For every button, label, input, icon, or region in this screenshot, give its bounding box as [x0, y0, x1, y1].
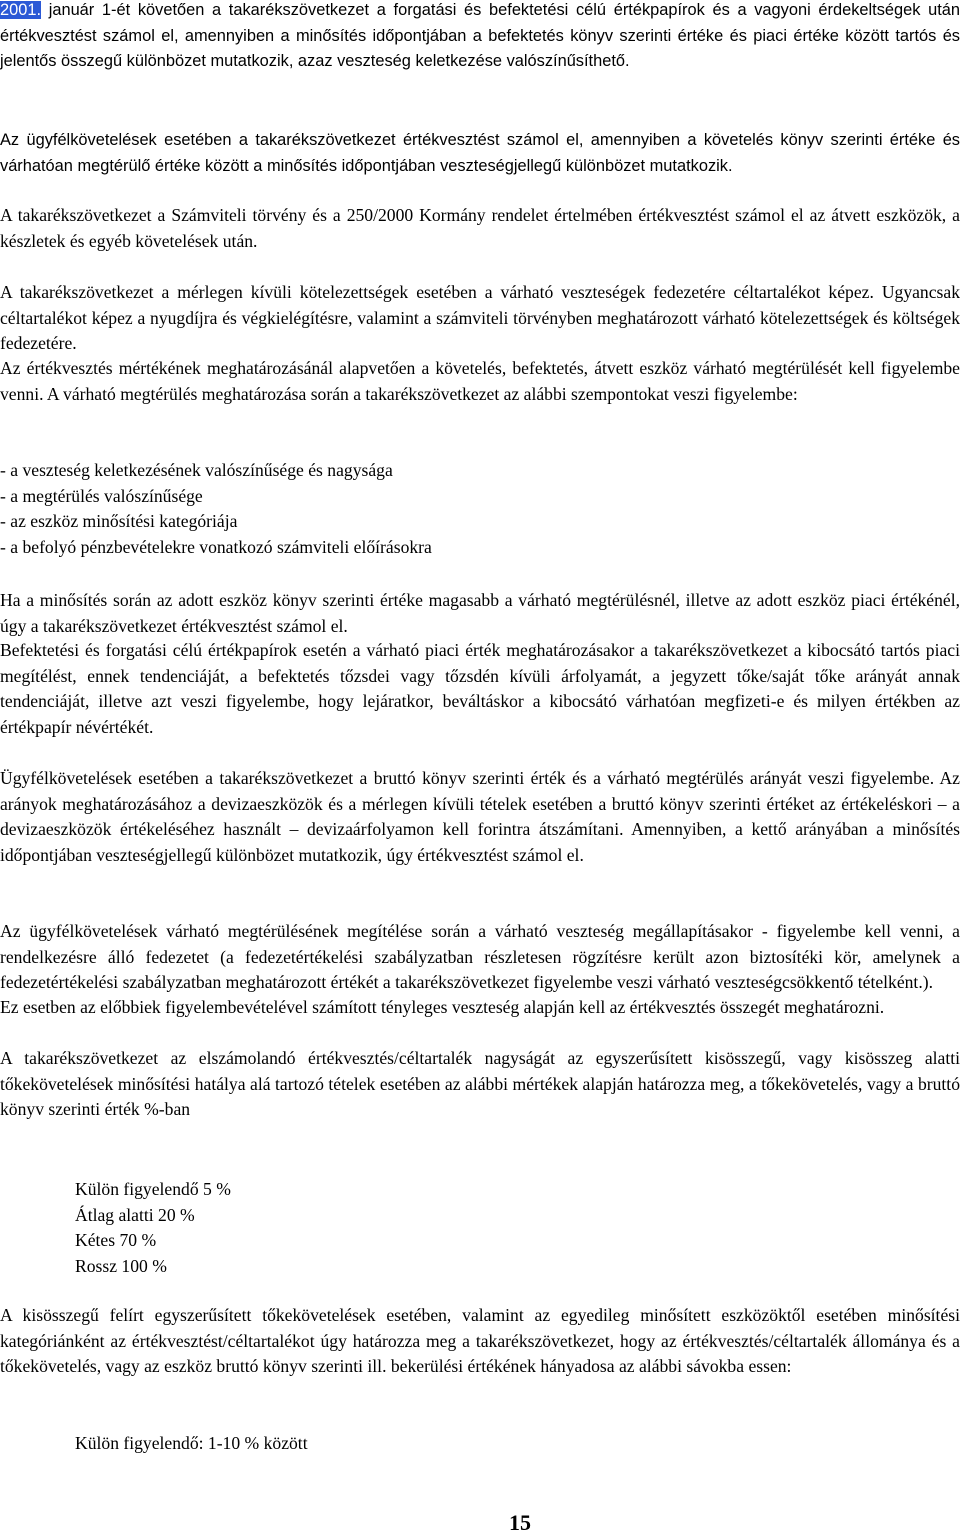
- paragraph-1: [0, 0, 960, 75]
- paragraph-6: Ha a minősítés során az adott eszköz könyv szerinti értéke magasabb a várható megtérülésnél, illetve az adott eszköz piaci értékénél, úgy a takarékszövetkezet értékvesztést számol el.: [0, 590, 960, 636]
- band-text: Külön figyelendő: 1-10 % között: [75, 1433, 308, 1453]
- paragraph-4: A takarékszövetkezet a mérlegen kívüli kötelezettségek esetében a várható veszteségek fedezetére céltartalékot képez. Ugyancsak céltartalékot képez a nyugdíjra és végkielégítésre, valamint a számviteli törvényben meghatározott várható kötelezettségek és költségek fedezetére.: [0, 282, 960, 353]
- band-line: [75, 1431, 308, 1457]
- selected-text-year: 2001.: [0, 1, 42, 19]
- paragraph-9: Az ügyfélkövetelések várható megtérülésének megítélése során a várható veszteség megállapításakor - figyelembe kell venni, a rendelkezésre álló fedezetet (a fedezetértékelési szabályzatban részletesen rögzítésre került azon biztosítéki kör, amelynek a fedezetértékelési szabályzatban meghatározott értékét a takarékszövetkezet figyelembe veszi várható veszteségcsökkentő tételként.).: [0, 921, 960, 992]
- page-number: 15: [509, 1510, 531, 1535]
- list-item: - az eszköz minősítési kategóriája: [0, 511, 238, 531]
- paragraph-2: Az ügyfélkövetelések esetében a takarékszövetkezet értékvesztést számol el, amennyiben a követelés könyv szerinti értéke és várhatóan megtérülő értéke között a minősítés időpontjában veszteségjellegű különbözet mutatkozik.: [0, 131, 960, 175]
- paragraph-5: Az értékvesztés mértékének meghatározásánál alapvetően a követelés, befektetés, átvett eszköz várható megtérülését kell figyelembe venni. A várható megtérülés meghatározása során a takarékszövetkezet az alábbi szempontokat veszi figyelembe:: [0, 358, 960, 404]
- criteria-list: [0, 458, 432, 560]
- paragraph-10: Ez esetben az előbbiek figyelembevételével számított tényleges veszteség alapján kell az értékvesztés összegét meghatározni.: [0, 997, 885, 1017]
- paragraph-11: A takarékszövetkezet az elszámolandó értékvesztés/céltartalék nagyságát az egyszerűsített kisösszegű, vagy kisösszeg alatti tőkekövetelések minősítési hatálya alá tartozó tételek esetében az alábbi mértékek alapján határozza meg, a tőkekövetelés, vagy a bruttó könyv szerinti érték %-ban: [0, 1048, 960, 1119]
- list-item: Átlag alatti 20 %: [75, 1204, 195, 1225]
- paragraph-1-text: január 1-ét követően a takarékszövetkezet a forgatási és befektetési célú értékpapírok és a vagyoni érdekeltségek után értékvesztést számol el, amennyiben a minősítés időpontjában a befektetés könyv szerinti értéke és piaci értéke között tartós és jelentős összegű különbözet mutatkozik, azaz veszteség keletkezése valószínűsíthető.: [0, 1, 960, 70]
- list-item: - a megtérülés valószínűsége: [0, 485, 203, 506]
- paragraph-8: Ügyfélkövetelések esetében a takarékszövetkezet a bruttó könyv szerinti érték és a várható megtérülés arányát veszi figyelembe. Az arányok meghatározásához a devizaeszközök és a mérlegen kívüli tételek esetében a bruttó könyv szerinti értéket az értékeléskori – a devizaeszközök értékeléséhez használt – devizaárfolyamon kell forintra átszámítani. Amennyiben, a kettő arányában a minősítés időpontjában veszteségjellegű különbözet mutatkozik, úgy értékvesztést számol el.: [0, 768, 960, 865]
- paragraph-7: Befektetési és forgatási célú értékpapírok esetén a várható piaci érték meghatározásakor a takarékszövetkezet a kibocsátó tartós piaci megítélést, ennek tendenciáját, a befektetés tőzsdei vagy tőzsdén kívüli árfolyamát, a jegyzett tőke/saját tőke arányát annak tendenciáját, illetve azt veszi figyelembe, hogy lejáratkor, beváltáskor a kibocsátó várhatóan megfizeti-e és milyen értékben az értékpapír névértékét.: [0, 640, 960, 737]
- paragraph-3: A takarékszövetkezet a Számviteli törvény és a 250/2000 Kormány rendelet értelmében értékvesztést számol el az átvett eszközök, a készletek és egyéb követelések után.: [0, 205, 960, 251]
- paragraph-12: A kisösszegű felírt egyszerűsített tőkekövetelések esetében, valamint az egyedileg minősített eszközöktől esetében minősítési kategóriánként az értékvesztést/céltartalékot úgy határozza meg a takarékszövetkezet, hogy az értékvesztés/céltartalék állománya és a tőkekövetelés, vagy az eszköz bruttó könyv szerinti ill. bekerülési értékének hányadosa az alábbi sávokba essen:: [0, 1305, 960, 1376]
- list-item: Rossz 100 %: [75, 1255, 167, 1276]
- list-item: - a befolyó pénzbevételekre vonatkozó számviteli előírásokra: [0, 536, 432, 557]
- list-item: - a veszteség keletkezésének valószínűsége és nagysága: [0, 460, 393, 480]
- list-item: Kétes 70 %: [75, 1230, 157, 1250]
- list-item: Külön figyelendő 5 %: [75, 1179, 231, 1199]
- rate-list: [75, 1177, 231, 1279]
